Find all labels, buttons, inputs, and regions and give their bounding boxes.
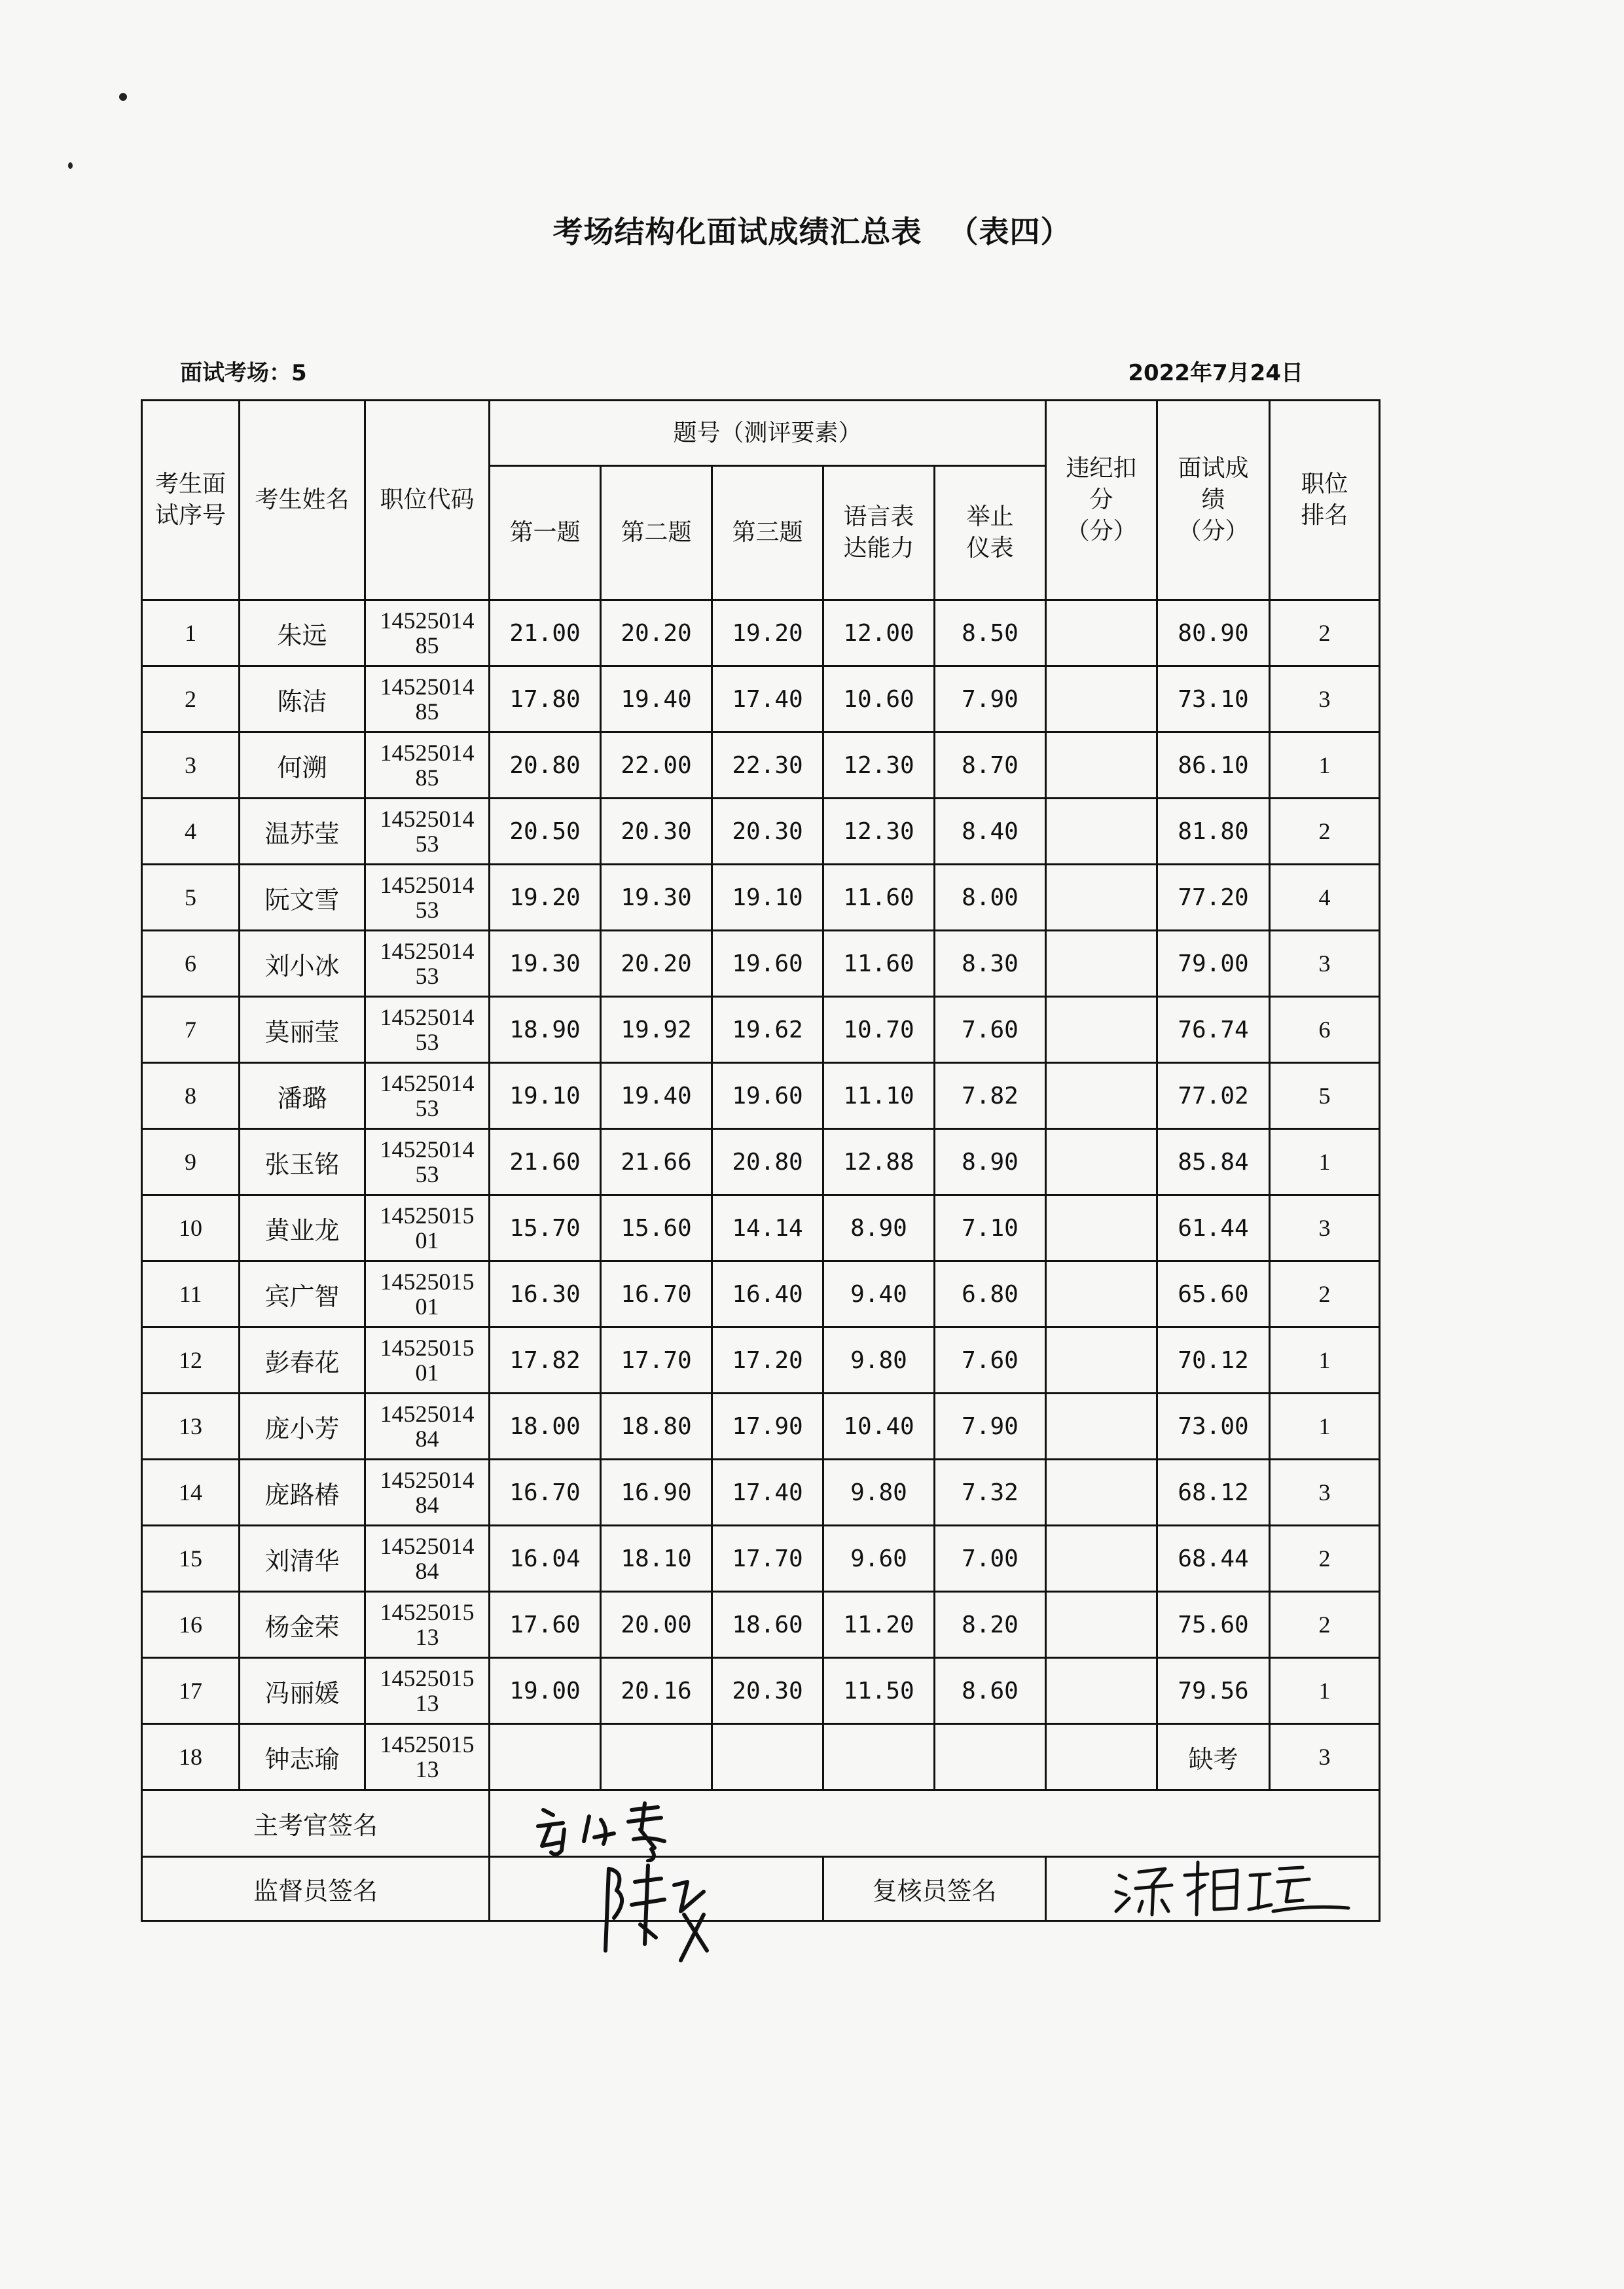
cell-language: 12.30 [823,732,935,799]
table-row [142,865,1380,931]
cell-position-code: 14525014 84 [365,1460,490,1526]
cell-rank: 1 [1270,1394,1380,1460]
cell-position-code: 14525014 53 [365,931,490,997]
cell-seq: 3 [142,732,240,799]
cell-score: 68.12 [1157,1460,1270,1526]
cell-name: 潘璐 [240,1063,365,1129]
cell-seq: 1 [142,600,240,666]
header-score: 面试成绩（分） [1157,401,1270,600]
table-row [142,1658,1380,1724]
cell-q1: 15.70 [490,1195,601,1261]
cell-q2: 19.40 [601,666,712,732]
cell-rank: 3 [1270,666,1380,732]
cell-name: 钟志瑜 [240,1724,365,1790]
scan-speck [119,93,127,101]
table-row [142,1261,1380,1327]
cell-deduction [1046,1460,1157,1526]
cell-score: 80.90 [1157,600,1270,666]
cell-rank: 1 [1270,732,1380,799]
cell-manner: 7.00 [935,1526,1046,1592]
table-row [142,1724,1380,1790]
header-language: 语言表达能力 [823,466,935,600]
cell-manner: 8.00 [935,865,1046,931]
cell-score: 79.00 [1157,931,1270,997]
cell-deduction [1046,1327,1157,1394]
cell-score: 73.00 [1157,1394,1270,1460]
cell-q1: 19.30 [490,931,601,997]
cell-deduction [1046,1129,1157,1195]
title-main: 考场结构化面试成绩汇总表 [552,214,922,249]
cell-name: 庞小芳 [240,1394,365,1460]
cell-manner: 7.90 [935,666,1046,732]
cell-score: 65.60 [1157,1261,1270,1327]
table-row [142,1063,1380,1129]
reviewer-signature [1106,1849,1355,1921]
cell-score: 缺考 [1157,1724,1270,1790]
cell-position-code: 14525014 53 [365,799,490,865]
cell-manner: 8.50 [935,600,1046,666]
cell-rank: 1 [1270,1327,1380,1394]
table-row [142,1327,1380,1394]
cell-name: 黄业龙 [240,1195,365,1261]
cell-language: 11.50 [823,1658,935,1724]
cell-q3: 17.40 [712,1460,823,1526]
cell-q3: 17.90 [712,1394,823,1460]
cell-q3: 17.20 [712,1327,823,1394]
cell-q1: 17.60 [490,1592,601,1658]
cell-rank: 3 [1270,1195,1380,1261]
cell-language: 11.60 [823,931,935,997]
cell-score: 81.80 [1157,799,1270,865]
title-suffix: （表四） [948,214,1072,249]
cell-rank: 4 [1270,865,1380,931]
cell-q2: 15.60 [601,1195,712,1261]
table-row [142,799,1380,865]
cell-language: 10.40 [823,1394,935,1460]
header-q3: 第三题 [712,466,823,600]
cell-position-code: 14525014 84 [365,1394,490,1460]
cell-q2: 18.80 [601,1394,712,1460]
cell-q3: 19.60 [712,931,823,997]
cell-position-code: 14525014 85 [365,732,490,799]
cell-name: 温苏莹 [240,799,365,865]
cell-rank: 5 [1270,1063,1380,1129]
cell-q1 [490,1724,601,1790]
table-row [142,732,1380,799]
cell-seq: 12 [142,1327,240,1394]
cell-manner: 7.60 [935,1327,1046,1394]
cell-language: 12.30 [823,799,935,865]
cell-q2: 20.00 [601,1592,712,1658]
cell-name: 刘小冰 [240,931,365,997]
table-row [142,600,1380,666]
cell-rank: 3 [1270,1460,1380,1526]
cell-q2: 19.92 [601,997,712,1063]
cell-rank: 2 [1270,600,1380,666]
table-body [142,600,1380,1921]
cell-seq: 13 [142,1394,240,1460]
cell-position-code: 14525014 85 [365,600,490,666]
cell-position-code: 14525014 84 [365,1526,490,1592]
cell-position-code: 14525015 01 [365,1327,490,1394]
table-row [142,1394,1380,1460]
cell-rank: 1 [1270,1658,1380,1724]
header-deduction: 违纪扣分（分） [1046,401,1157,600]
cell-q2: 19.30 [601,865,712,931]
cell-q2: 22.00 [601,732,712,799]
cell-position-code: 14525015 01 [365,1261,490,1327]
header-q1: 第一题 [490,466,601,600]
cell-rank: 6 [1270,997,1380,1063]
cell-rank: 2 [1270,1526,1380,1592]
header-seq: 考生面试序号 [142,401,240,600]
cell-name: 宾广智 [240,1261,365,1327]
cell-q1: 16.70 [490,1460,601,1526]
cell-position-code: 14525014 85 [365,666,490,732]
cell-position-code: 14525014 53 [365,1063,490,1129]
cell-deduction [1046,1592,1157,1658]
table-row [142,931,1380,997]
table-row [142,1592,1380,1658]
header-q2: 第二题 [601,466,712,600]
cell-rank: 3 [1270,931,1380,997]
cell-seq: 15 [142,1526,240,1592]
cell-score: 61.44 [1157,1195,1270,1261]
cell-q3 [712,1724,823,1790]
cell-score: 86.10 [1157,732,1270,799]
cell-deduction [1046,1658,1157,1724]
cell-rank: 1 [1270,1129,1380,1195]
cell-seq: 11 [142,1261,240,1327]
cell-manner: 7.90 [935,1394,1046,1460]
cell-q1: 17.82 [490,1327,601,1394]
cell-score: 75.60 [1157,1592,1270,1658]
table-row [142,1460,1380,1526]
cell-seq: 18 [142,1724,240,1790]
cell-deduction [1046,1394,1157,1460]
cell-score: 77.02 [1157,1063,1270,1129]
cell-deduction [1046,931,1157,997]
cell-language: 9.80 [823,1460,935,1526]
cell-language: 9.40 [823,1261,935,1327]
cell-manner: 7.32 [935,1460,1046,1526]
cell-language: 10.70 [823,997,935,1063]
cell-language [823,1724,935,1790]
cell-q2: 20.20 [601,931,712,997]
table-row [142,666,1380,732]
table-header [142,401,1380,600]
cell-manner: 8.20 [935,1592,1046,1658]
cell-deduction [1046,1261,1157,1327]
cell-q1: 18.90 [490,997,601,1063]
cell-score: 77.20 [1157,865,1270,931]
exam-venue: 面试考场：5 [180,360,307,386]
cell-seq: 7 [142,997,240,1063]
cell-q2: 20.30 [601,799,712,865]
cell-language: 12.00 [823,600,935,666]
supervisor-label: 监督员签名 [142,1857,490,1921]
cell-position-code: 14525014 53 [365,1129,490,1195]
cell-deduction [1046,865,1157,931]
cell-q1: 19.20 [490,865,601,931]
cell-q1: 21.00 [490,600,601,666]
cell-language: 12.88 [823,1129,935,1195]
header-question-group: 题号（测评要素） [490,401,1046,466]
cell-position-code: 14525014 53 [365,997,490,1063]
page-title [0,208,1624,251]
cell-name: 何溯 [240,732,365,799]
cell-language: 11.20 [823,1592,935,1658]
cell-q2: 17.70 [601,1327,712,1394]
cell-score: 76.74 [1157,997,1270,1063]
cell-q1: 16.30 [490,1261,601,1327]
cell-rank: 3 [1270,1724,1380,1790]
cell-q3: 18.60 [712,1592,823,1658]
chief-examiner-signature [524,1790,707,1862]
cell-q3: 19.10 [712,865,823,931]
cell-q3: 16.40 [712,1261,823,1327]
cell-name: 庞路椿 [240,1460,365,1526]
cell-name: 彭春花 [240,1327,365,1394]
cell-manner: 8.60 [935,1658,1046,1724]
cell-name: 阮文雪 [240,865,365,931]
cell-name: 张玉铭 [240,1129,365,1195]
cell-language: 8.90 [823,1195,935,1261]
table-row [142,1129,1380,1195]
cell-q2 [601,1724,712,1790]
cell-manner: 7.82 [935,1063,1046,1129]
cell-seq: 16 [142,1592,240,1658]
cell-q1: 19.10 [490,1063,601,1129]
cell-deduction [1046,1195,1157,1261]
cell-position-code: 14525015 13 [365,1724,490,1790]
cell-score: 68.44 [1157,1526,1270,1592]
cell-score: 85.84 [1157,1129,1270,1195]
cell-rank: 2 [1270,1592,1380,1658]
header-rank: 职位排名 [1270,401,1380,600]
cell-deduction [1046,600,1157,666]
cell-q1: 18.00 [490,1394,601,1460]
cell-q3: 19.20 [712,600,823,666]
cell-deduction [1046,997,1157,1063]
cell-name: 莫丽莹 [240,997,365,1063]
cell-rank: 2 [1270,1261,1380,1327]
cell-q2: 16.90 [601,1460,712,1526]
cell-seq: 5 [142,865,240,931]
cell-seq: 14 [142,1460,240,1526]
header-manner: 举止仪表 [935,466,1046,600]
cell-q1: 20.50 [490,799,601,865]
cell-q2: 20.20 [601,600,712,666]
exam-date: 2022年7月24日 [1128,360,1303,386]
cell-deduction [1046,1724,1157,1790]
cell-seq: 8 [142,1063,240,1129]
cell-q3: 19.62 [712,997,823,1063]
cell-seq: 10 [142,1195,240,1261]
cell-position-code: 14525015 13 [365,1658,490,1724]
cell-name: 刘清华 [240,1526,365,1592]
cell-manner: 8.70 [935,732,1046,799]
cell-manner: 7.60 [935,997,1046,1063]
cell-language: 9.80 [823,1327,935,1394]
chief-examiner-label: 主考官签名 [142,1790,490,1857]
cell-q2: 19.40 [601,1063,712,1129]
signature-row-chief [142,1790,1380,1857]
cell-q1: 19.00 [490,1658,601,1724]
header-position-code: 职位代码 [365,401,490,600]
cell-name: 杨金荣 [240,1592,365,1658]
score-table [141,399,1380,1922]
cell-position-code: 14525014 53 [365,865,490,931]
cell-language: 9.60 [823,1526,935,1592]
cell-name: 冯丽媛 [240,1658,365,1724]
cell-q3: 20.30 [712,1658,823,1724]
cell-name: 朱远 [240,600,365,666]
cell-language: 11.60 [823,865,935,931]
cell-deduction [1046,799,1157,865]
cell-deduction [1046,1063,1157,1129]
cell-q1: 21.60 [490,1129,601,1195]
cell-rank: 2 [1270,799,1380,865]
cell-q3: 20.80 [712,1129,823,1195]
cell-q3: 17.70 [712,1526,823,1592]
cell-deduction [1046,666,1157,732]
cell-deduction [1046,732,1157,799]
cell-score: 70.12 [1157,1327,1270,1394]
cell-q3: 22.30 [712,732,823,799]
cell-seq: 9 [142,1129,240,1195]
cell-q3: 14.14 [712,1195,823,1261]
cell-score: 73.10 [1157,666,1270,732]
cell-seq: 17 [142,1658,240,1724]
supervisor-signature [589,1852,733,1967]
reviewer-label: 复核员签名 [823,1857,1046,1921]
cell-position-code: 14525015 13 [365,1592,490,1658]
table-row [142,997,1380,1063]
scan-speck [68,162,73,169]
cell-manner: 7.10 [935,1195,1046,1261]
cell-q2: 21.66 [601,1129,712,1195]
cell-manner: 8.30 [935,931,1046,997]
cell-seq: 6 [142,931,240,997]
cell-q2: 16.70 [601,1261,712,1327]
table-row [142,1195,1380,1261]
cell-manner: 8.40 [935,799,1046,865]
cell-q3: 19.60 [712,1063,823,1129]
cell-name: 陈洁 [240,666,365,732]
cell-language: 11.10 [823,1063,935,1129]
cell-q1: 16.04 [490,1526,601,1592]
header-name: 考生姓名 [240,401,365,600]
cell-manner [935,1724,1046,1790]
cell-q2: 20.16 [601,1658,712,1724]
cell-score: 79.56 [1157,1658,1270,1724]
cell-manner: 6.80 [935,1261,1046,1327]
cell-q3: 17.40 [712,666,823,732]
cell-seq: 2 [142,666,240,732]
cell-q3: 20.30 [712,799,823,865]
cell-manner: 8.90 [935,1129,1046,1195]
cell-seq: 4 [142,799,240,865]
cell-q1: 17.80 [490,666,601,732]
cell-position-code: 14525015 01 [365,1195,490,1261]
table-row [142,1526,1380,1592]
cell-deduction [1046,1526,1157,1592]
cell-language: 10.60 [823,666,935,732]
cell-q1: 20.80 [490,732,601,799]
cell-q2: 18.10 [601,1526,712,1592]
